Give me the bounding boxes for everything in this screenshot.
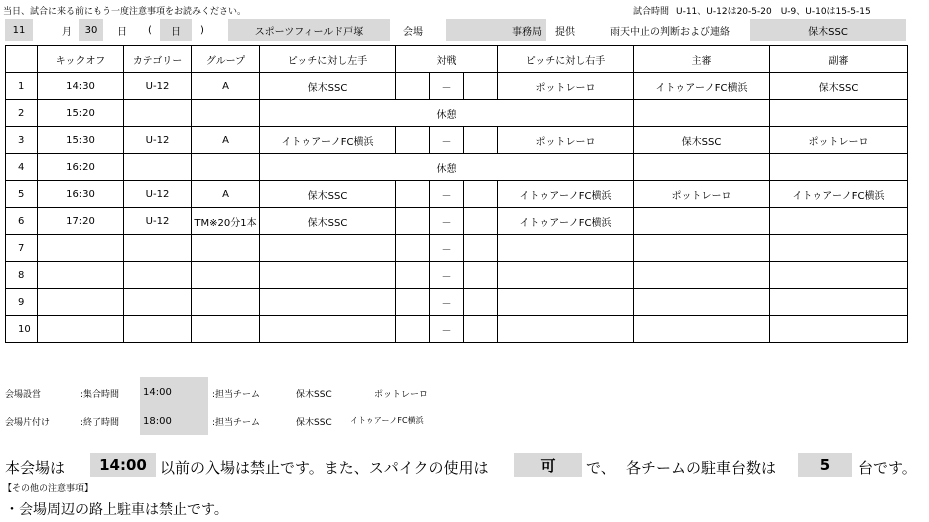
row-number: 4	[6, 154, 38, 181]
table-header-row	[6, 46, 908, 73]
right-team: イトゥアーノFC横浜	[498, 208, 634, 235]
left-team: 保木SSC	[260, 208, 396, 235]
row-number: 5	[6, 181, 38, 208]
vs-mark: －	[430, 127, 464, 154]
table-row	[6, 73, 908, 100]
header-no	[6, 46, 38, 73]
score-left	[396, 127, 430, 154]
setup-team-1: 保木SSC	[296, 390, 332, 400]
row-number: 10	[6, 316, 38, 343]
header-kickoff: キックオフ	[38, 46, 124, 73]
sub-referee	[770, 208, 908, 235]
vs-mark: －	[430, 235, 464, 262]
cleanup-time-label: :終了時間	[80, 418, 120, 428]
header-category: カテゴリー	[124, 46, 192, 73]
kickoff-time: 15:30	[38, 127, 124, 154]
table-row	[6, 289, 908, 316]
match-time-rules: U-11、U-12は20-5-20 U-9、U-10は15-5-15	[676, 7, 871, 17]
main-referee	[634, 208, 770, 235]
match-time-label: 試合時間	[633, 7, 670, 17]
category: U-12	[124, 208, 192, 235]
table-row	[6, 100, 908, 127]
row-number: 2	[6, 100, 38, 127]
rest-label: 休憩	[260, 100, 634, 127]
schedule-table	[5, 45, 908, 343]
main-referee: イトゥアーノFC横浜	[634, 73, 770, 100]
row-number: 3	[6, 127, 38, 154]
rain-label: 雨天中止の判断および連絡	[610, 26, 730, 38]
table-row	[6, 262, 908, 289]
sub-referee: イトゥアーノFC横浜	[770, 181, 908, 208]
cleanup-label: 会場片付け	[5, 418, 51, 428]
header-sub-referee: 副審	[770, 46, 908, 73]
other-note-parking: ・会場周辺の路上駐車は禁止です。	[5, 502, 228, 518]
group: TM※20分1本	[192, 208, 260, 235]
header-match: 対戦	[396, 46, 498, 73]
vs-mark: －	[430, 181, 464, 208]
group	[192, 100, 260, 127]
sub-referee	[770, 154, 908, 181]
score-left	[396, 208, 430, 235]
table-row	[6, 208, 908, 235]
category	[124, 100, 192, 127]
left-team: 保木SSC	[260, 73, 396, 100]
table-row	[6, 316, 908, 343]
row-number: 6	[6, 208, 38, 235]
score-left	[396, 181, 430, 208]
group: A	[192, 181, 260, 208]
vs-mark: －	[430, 316, 464, 343]
day-label: 日	[117, 26, 127, 38]
parking-value: 5	[798, 453, 852, 477]
row-number: 7	[6, 235, 38, 262]
setup-time: 14:00	[140, 377, 208, 407]
row-number: 9	[6, 289, 38, 316]
group: A	[192, 73, 260, 100]
category	[124, 154, 192, 181]
left-team: イトゥアーノFC横浜	[260, 127, 396, 154]
rule-text-5: 台です。	[858, 459, 917, 477]
row-number: 8	[6, 262, 38, 289]
spike-value: 可	[514, 453, 582, 477]
table-row	[6, 127, 908, 154]
rule-text-2: 以前の入場は禁止です。また、スパイクの使用は	[160, 459, 489, 477]
score-left	[396, 73, 430, 100]
right-team: ポットレーロ	[498, 73, 634, 100]
rest-label: 休憩	[260, 154, 634, 181]
rule-text-3: で、	[586, 459, 616, 477]
setup-team-2: ポットレーロ	[374, 390, 429, 400]
setup-team-label: :担当チーム	[212, 390, 261, 400]
table-row	[6, 181, 908, 208]
kickoff-time: 16:30	[38, 181, 124, 208]
score-right	[464, 73, 498, 100]
score-right	[464, 208, 498, 235]
entry-time-value: 14:00	[90, 453, 156, 477]
group: A	[192, 127, 260, 154]
month-label: 月	[62, 26, 72, 38]
cleanup-time: 18:00	[140, 407, 208, 435]
table-row	[6, 235, 908, 262]
main-referee: ポットレーロ	[634, 181, 770, 208]
score-right	[464, 127, 498, 154]
notice-text: 当日、試合に来る前にもう一度注意事項をお読みください。	[3, 7, 247, 17]
vs-mark: －	[430, 73, 464, 100]
header-main-referee: 主審	[634, 46, 770, 73]
vs-mark: －	[430, 208, 464, 235]
venue-name: スポーツフィールド戸塚	[228, 19, 390, 41]
rule-text-1: 本会場は	[5, 459, 66, 477]
right-team: ポットレーロ	[498, 127, 634, 154]
venue-label: 会場	[403, 26, 423, 38]
weekday-value: 日	[160, 19, 192, 41]
kickoff-time: 14:30	[38, 73, 124, 100]
cleanup-team-1: 保木SSC	[296, 418, 332, 428]
row-number: 1	[6, 73, 38, 100]
category: U-12	[124, 181, 192, 208]
organizer-role: 事務局	[446, 19, 546, 41]
rule-text-4: 各チームの駐車台数は	[626, 459, 777, 477]
kickoff-time: 15:20	[38, 100, 124, 127]
day-value: 30	[79, 19, 103, 41]
main-referee	[634, 100, 770, 127]
cleanup-team-label: :担当チーム	[212, 418, 261, 428]
other-notes-title: 【その他の注意事項】	[3, 484, 94, 494]
paren-close: )	[200, 24, 204, 36]
rain-contact-team: 保木SSC	[750, 19, 906, 41]
vs-mark: －	[430, 289, 464, 316]
table-row	[6, 154, 908, 181]
cleanup-team-2: イトゥアーノFC横浜	[350, 416, 424, 425]
vs-mark: －	[430, 262, 464, 289]
sub-referee: ポットレーロ	[770, 127, 908, 154]
score-right	[464, 181, 498, 208]
sub-referee: 保木SSC	[770, 73, 908, 100]
paren-open: (	[148, 24, 152, 36]
setup-time-label: :集合時間	[80, 390, 120, 400]
month-value: 11	[5, 19, 33, 41]
main-referee: 保木SSC	[634, 127, 770, 154]
right-team: イトゥアーノFC横浜	[498, 181, 634, 208]
header-right-team: ピッチに対し右手	[498, 46, 634, 73]
organizer-label: 提供	[555, 26, 575, 38]
kickoff-time: 16:20	[38, 154, 124, 181]
header-left-team: ピッチに対し左手	[260, 46, 396, 73]
category: U-12	[124, 127, 192, 154]
kickoff-time: 17:20	[38, 208, 124, 235]
left-team: 保木SSC	[260, 181, 396, 208]
header-group: グループ	[192, 46, 260, 73]
setup-label: 会場設営	[5, 390, 42, 400]
category: U-12	[124, 73, 192, 100]
sub-referee	[770, 100, 908, 127]
main-referee	[634, 154, 770, 181]
group	[192, 154, 260, 181]
